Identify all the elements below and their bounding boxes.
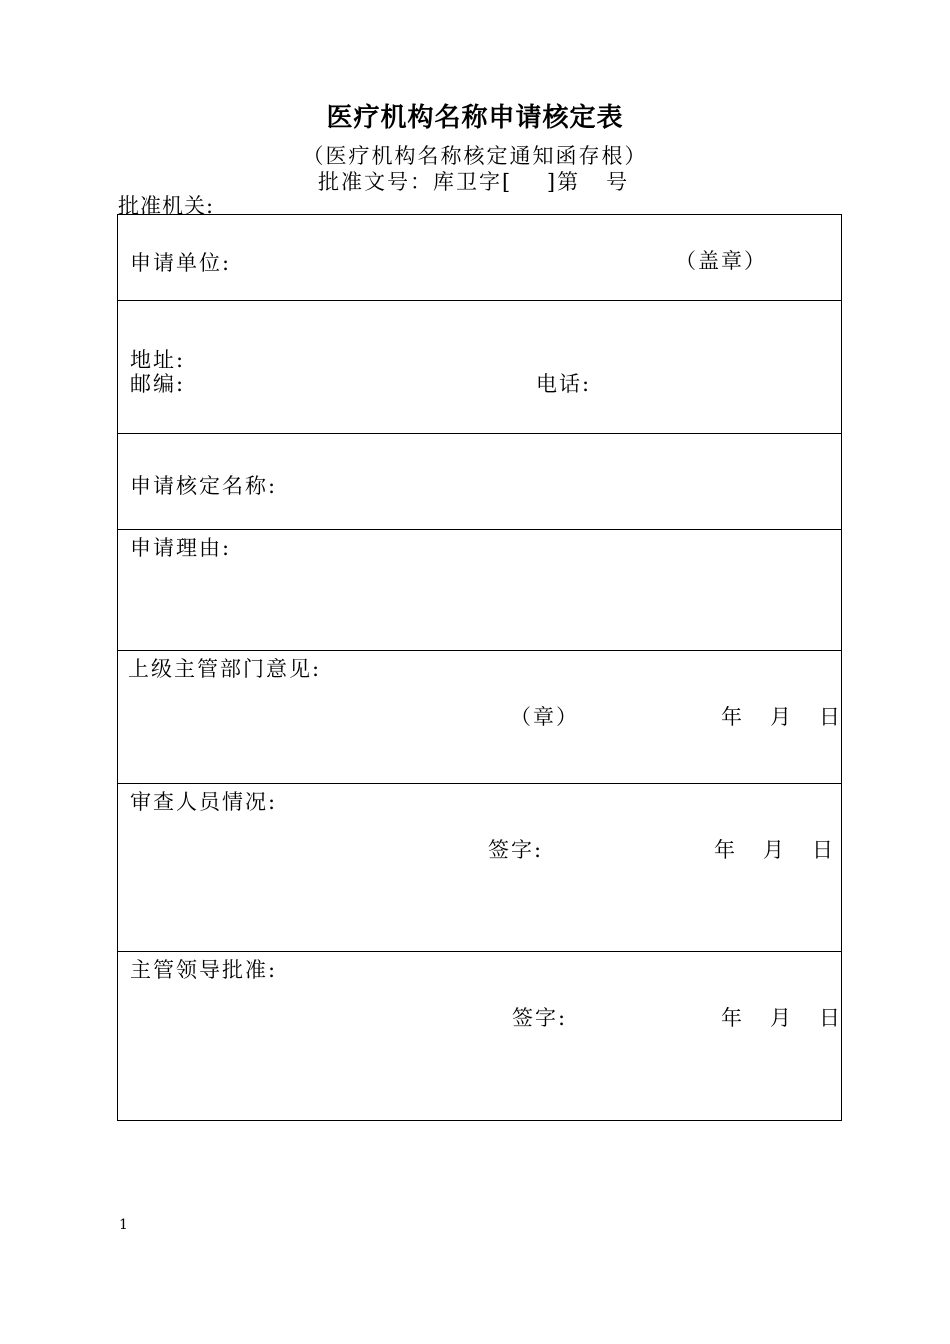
superior-opinion-row[interactable] xyxy=(118,651,841,784)
postcode-label: 邮编: xyxy=(130,372,186,396)
reason-row[interactable] xyxy=(118,530,841,651)
stamp-note: （章） xyxy=(510,705,579,729)
superior-date: 年 月 日 xyxy=(721,705,843,729)
superior-opinion-label: 上级主管部门意见: xyxy=(128,657,322,681)
page-number: 1 xyxy=(119,1217,128,1233)
requested-name-label: 申请核定名称: xyxy=(130,474,278,498)
address-row[interactable] xyxy=(118,301,841,434)
reviewer-sign-label: 签字: xyxy=(488,838,544,862)
form-title: 医疗机构名称申请核定表 xyxy=(326,103,624,133)
leader-approval-label: 主管领导批准: xyxy=(130,958,278,982)
reason-label: 申请理由: xyxy=(130,536,232,560)
form-subtitle: （医疗机构名称核定通知函存根） xyxy=(302,144,648,168)
requested-name-row[interactable] xyxy=(118,434,841,530)
applicant-row[interactable] xyxy=(118,215,841,301)
approval-doc-number: 批准文号：库卫字[ ]第 号 xyxy=(318,170,630,194)
seal-note: （盖章） xyxy=(675,249,767,273)
reviewer-label: 审查人员情况: xyxy=(130,790,278,814)
leader-date: 年 月 日 xyxy=(721,1006,843,1030)
application-form-table xyxy=(117,214,842,1121)
applicant-label: 申请单位: xyxy=(130,251,232,275)
reviewer-row[interactable] xyxy=(118,784,841,952)
leader-sign-label: 签字: xyxy=(512,1006,568,1030)
address-label: 地址: xyxy=(130,348,186,372)
phone-label: 电话: xyxy=(536,372,592,396)
approval-authority-label: 批准机关: xyxy=(118,194,215,218)
reviewer-date: 年 月 日 xyxy=(714,838,836,862)
leader-approval-row[interactable] xyxy=(118,952,841,1119)
